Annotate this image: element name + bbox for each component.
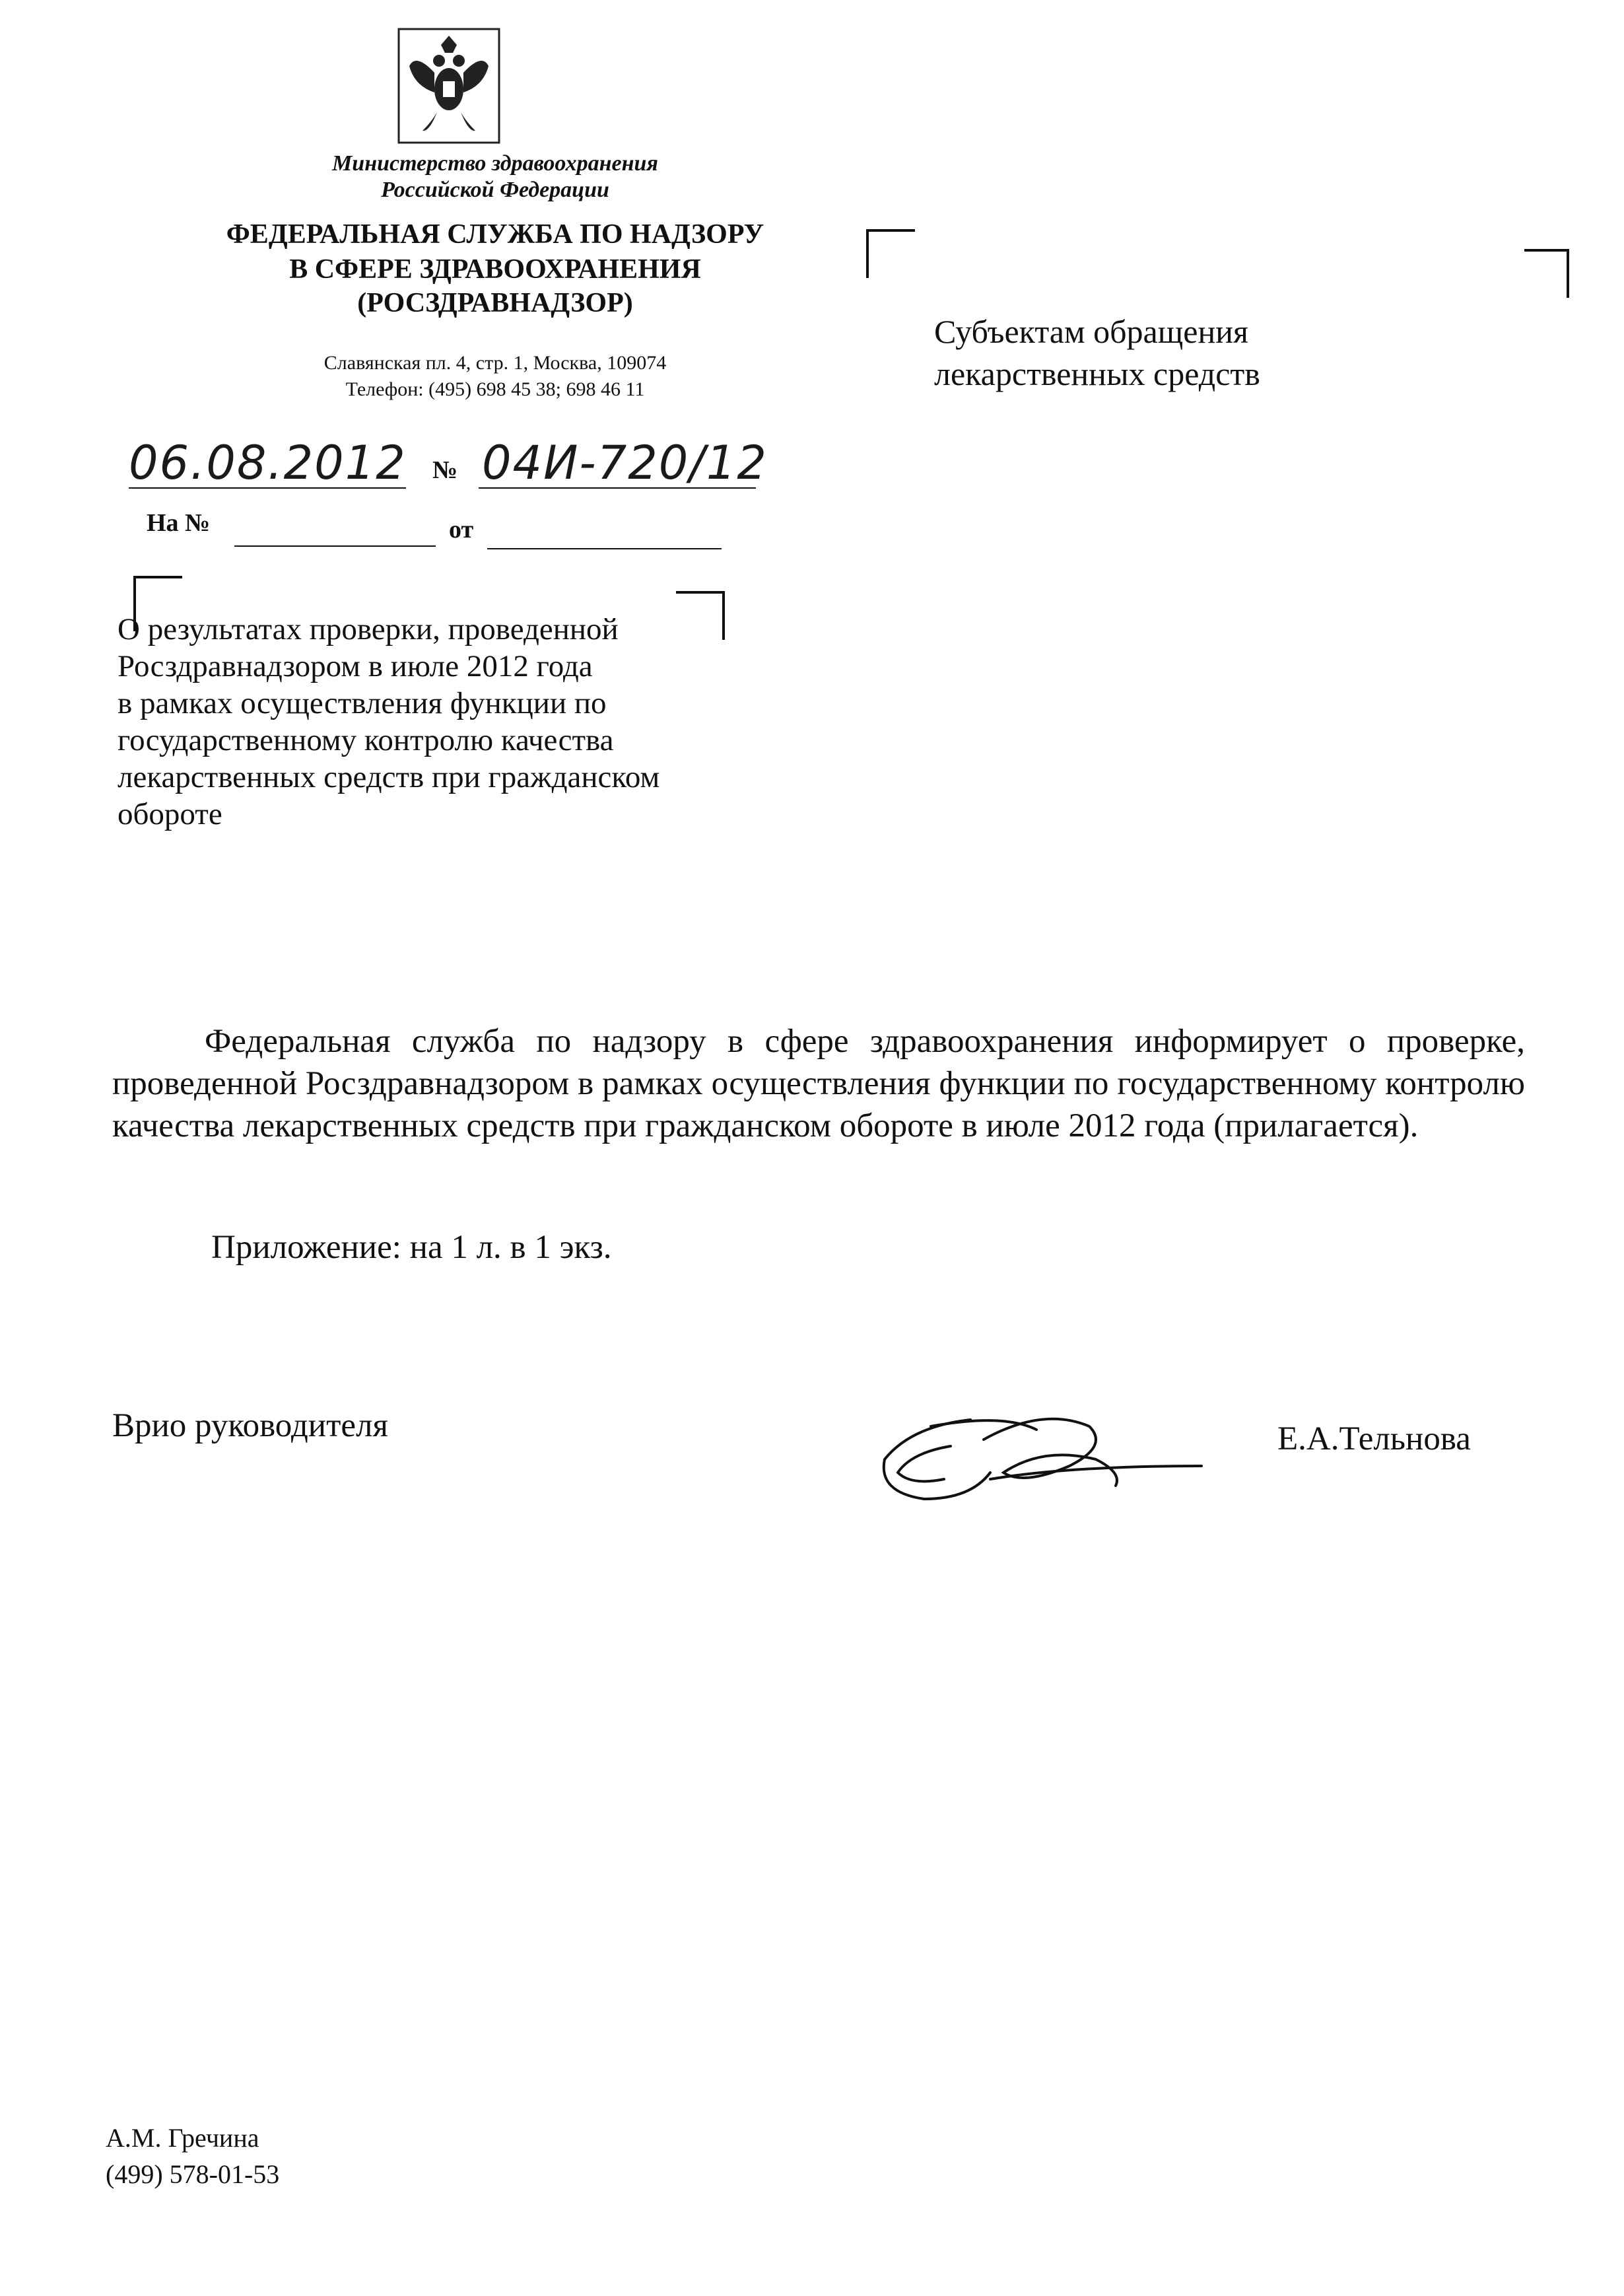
ministry-line-2: Российской Федерации [381, 178, 609, 202]
subject-line-3: в рамках осуществления функции по [118, 686, 607, 720]
service-address: Славянская пл. 4, стр. 1, Москва, 109074 [323, 352, 667, 374]
attachment-note: Приложение: на 1 л. в 1 экз. [211, 1229, 612, 1266]
signer-title: Врио руководителя [112, 1407, 388, 1444]
registration-date-field [129, 436, 407, 490]
coat-of-arms-icon [396, 26, 502, 145]
addressee-block [934, 310, 1260, 395]
addressee-line-2: лекарственных средств [934, 355, 1260, 392]
contact-phone: (499) 578-01-53 [106, 2159, 280, 2189]
addressee-corner-right [1522, 248, 1574, 300]
number-underline [479, 487, 756, 489]
handwritten-signature [871, 1400, 1215, 1519]
addressee-line-1: Субъектам обращения [934, 313, 1248, 350]
reply-date-blank [487, 548, 722, 549]
body-paragraph: Федеральная служба по надзору в сфере здравоохранения информирует о проверке, проведенной Росздравнадзором в рамках осуществления функции по государственному контролю качества лекарственных средств при гражданском обороте в июле 2012 года (прилагается). [112, 1023, 1525, 1144]
date-underline [129, 487, 406, 489]
number-sign: № [432, 456, 458, 484]
ministry-line-1: Министерство здравоохранения [332, 151, 658, 176]
reply-number-blank [234, 545, 436, 547]
contact-name: А.М. Гречина [106, 2123, 259, 2153]
subject-line-4: государственному контролю качества [118, 723, 614, 757]
registration-number: 04И-720/12 [482, 436, 768, 490]
reply-from-label: от [449, 516, 474, 543]
registration-number-field [482, 436, 768, 490]
subject-line-6: обороте [118, 797, 222, 831]
subject-line-1: О результатах проверки, проведенной [118, 612, 619, 646]
registration-date: 06.08.2012 [129, 436, 407, 490]
subject-line-5: лекарственных средств при гражданском [118, 760, 660, 794]
service-line-2: В СФЕРЕ ЗДРАВООХРАНЕНИЯ [289, 254, 701, 285]
addressee-corner-left [865, 228, 918, 281]
subject-block [118, 611, 751, 833]
signer-name: Е.А.Тельнова [1277, 1420, 1471, 1457]
service-phone: Телефон: (495) 698 45 38; 698 46 11 [345, 378, 645, 400]
service-line-3: (РОСЗДРАВНАДЗОР) [357, 288, 633, 318]
subject-line-2: Росздравнадзором в июле 2012 года [118, 649, 593, 683]
service-line-1: ФЕДЕРАЛЬНАЯ СЛУЖБА ПО НАДЗОРУ [226, 219, 764, 250]
reply-number-label: На № [147, 509, 211, 537]
